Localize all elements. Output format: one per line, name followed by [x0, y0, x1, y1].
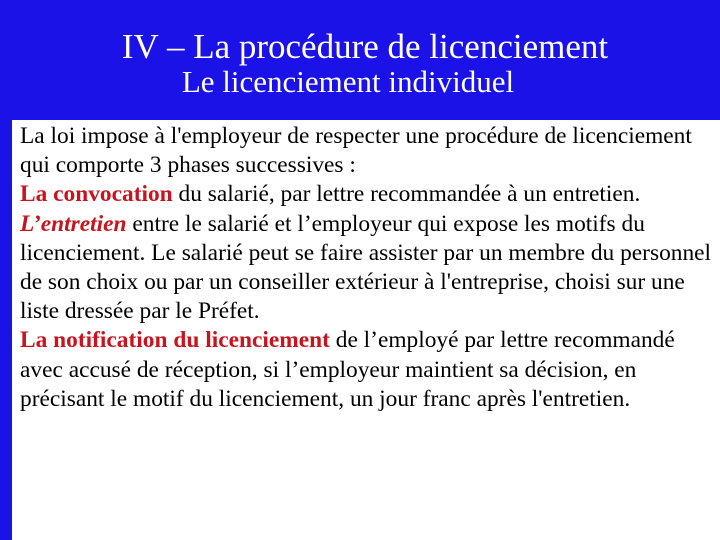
slide-header — [0, 0, 720, 120]
content-panel — [12, 120, 720, 540]
phase-convocation-text: du salarié, par lettre recommandée à un entretien. — [172, 181, 641, 208]
body-text — [20, 122, 720, 414]
intro-paragraph: La loi impose à l'employeur de respecter une procédure de licenciement qui comporte 3 phases successives : — [20, 123, 692, 179]
phase-entretien-term: L’entretien — [20, 210, 127, 237]
phase-entretien-text: entre le salarié et l’employeur qui expose les motifs du licenciement. Le salarié peut se faire assister par un membre du personnel de son choix ou par un conseiller extérieur à l'entreprise, choisi sur une liste dressée par le Préfet. — [20, 210, 712, 325]
phase-notification — [20, 326, 720, 414]
phase-notification-term: La notification du licenciement — [20, 327, 330, 354]
slide-subtitle: Le licenciement individuel — [181, 64, 515, 99]
slide-title: IV – La procédure de licenciement — [121, 27, 609, 66]
phase-convocation — [20, 180, 720, 209]
phase-notification-text: de l’employé par lettre recommandé avec accusé de réception, si l’employeur maintient sa décision, en précisant le motif du licenciement, un jour franc après l'entretien. — [20, 327, 675, 412]
phase-convocation-term: La convocation — [20, 181, 173, 208]
phase-entretien — [20, 210, 720, 327]
